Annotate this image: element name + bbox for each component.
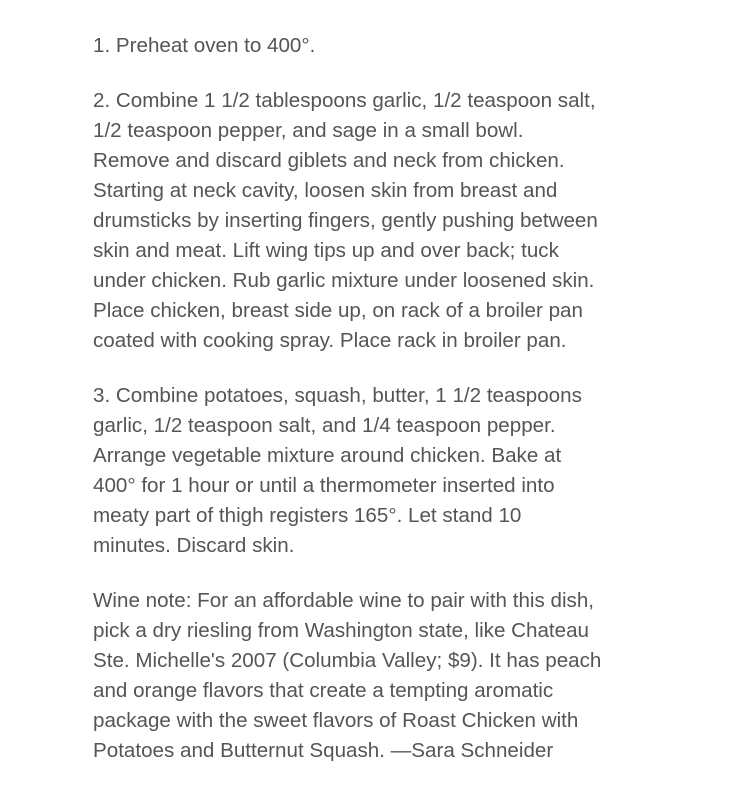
wine-note: Wine note: For an affordable wine to pair with this dish, pick a dry riesling from Washington state, like Chateau Ste. Michelle's 2007 (Columbia Valley; $9). It has peach and orange flavors that create a tempting aromatic package with the sweet flavors of Roast Chicken with Potatoes and Butternut Squash. —Sara Schneider	[93, 589, 602, 762]
step-3: 3. Combine potatoes, squash, butter, 1 1/2 teaspoons garlic, 1/2 teaspoon salt, and 1/4 teaspoon pepper. Arrange vegetable mixture around chicken. Bake at 400° for 1 hour or until a thermometer inserted into meaty part of thigh registers 165°. Let stand 10 minutes. Discard skin.	[93, 384, 582, 557]
step-1: 1. Preheat oven to 400°.	[93, 34, 316, 57]
recipe-instructions	[93, 31, 693, 766]
step-2: 2. Combine 1 1/2 tablespoons garlic, 1/2 teaspoon salt, 1/2 teaspoon pepper, and sage in a small bowl. Remove and discard giblets and neck from chicken. Starting at neck cavity, loosen skin from breast and drumsticks by inserting fingers, gently pushing between skin and meat. Lift wing tips up and over back; tuck under chicken. Rub garlic mixture under loosened skin. Place chicken, breast side up, on rack of a broiler pan coated with cooking spray. Place rack in broiler pan.	[93, 89, 598, 352]
